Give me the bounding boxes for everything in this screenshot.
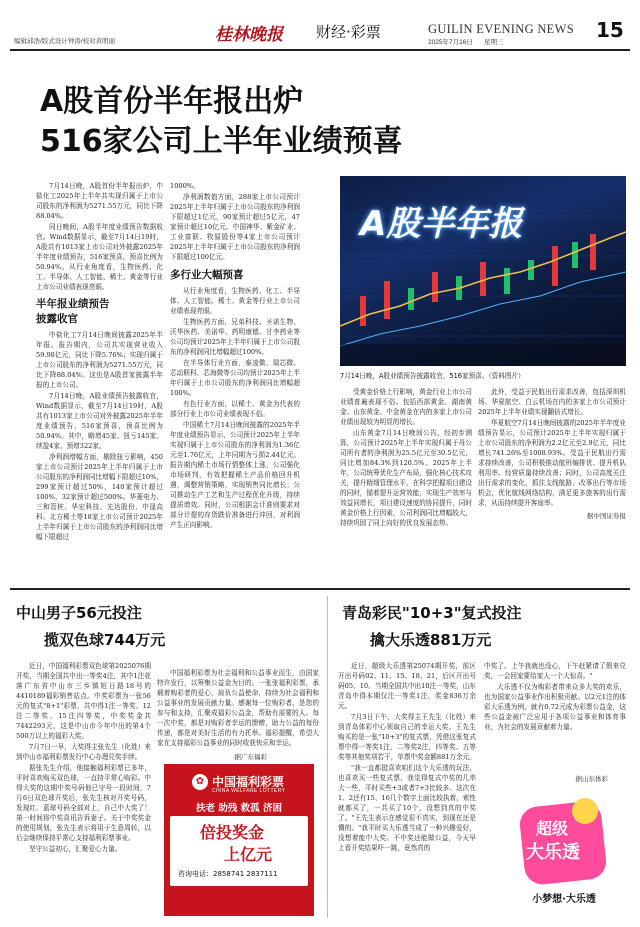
ad-brand-en: CHINA WELFARE LOTTERY: [212, 788, 286, 794]
lotto-badge-line1: 超级: [536, 819, 569, 838]
lotto-badge-accent: [572, 798, 598, 824]
paragraph: 中国稀土7月14日晚间披露的2025年半年度业绩预告显示，公司预计2025年上半年实现归属于上市公司股东的净利润为1.36亿元至1.76亿元，上年同期为亏损2.44亿元。报告期内稀土市场行情整体上涨，公司强化市场研判，有效把握稀土产品价格回升机遇，调整营销策略，实现销售同比增长；公司推动生产工艺和生产过程优化升级，持续提质增效。同时，公司根据会计准则要求对部分计提的存货跌价准备进行冲回，对利润产生正向影响。: [170, 421, 300, 529]
paragraph: 7月14日晚，A股业绩预告披露收官，Wind数据显示，截至7月14日19时，A股共有1013家上市公司对外披露2025年半年度业绩预告，516家预喜，预喜比例为50.94%。其中，略增45家、扭亏145家、续盈4家、预增322家。: [36, 392, 163, 450]
paragraph: 7月7日一早，大奖得主张先生（化姓）来到中山市福利彩票发行中心办理兑奖手续。: [16, 743, 151, 761]
paragraph: 同日晚间，A股半年度业绩预告数据收官。Wind数据显示，截至7月14日19时，A股共有1013家上市公司对外披露2025年半年度业绩预告，516家预喜，预喜比例为50.94%。从行业角度看，生物医药、化工、半导体、人工智能、稀土、黄金等行业上市公司业绩表现亮眼。: [36, 223, 163, 291]
paragraph: 1000%。: [170, 182, 200, 190]
main-column-4: [478, 387, 626, 580]
subheading: 多行业大幅预喜: [170, 269, 244, 281]
left-story-headline-line2: 揽双色球744万元: [44, 631, 166, 649]
right-story-headline-line1: 青岛彩民"10+3"复式投注: [342, 604, 522, 622]
paragraph: 净利润数值方面，288家上市公司预计2025年上半年归属于上市公司股东的净利润下限超过1亿元，90家预计超过5亿元，47家预计超过10亿元。中国神华、紫金矿业、工业富联、牧原股份等4家上市公司预计2025年上半年归属于上市公司股东的净利润下限超过100亿元。: [170, 193, 300, 261]
paragraph: 受黄金价格上行影响，黄金行业上市公司业绩普遍表现不俗。包括西部黄金、湖南黄金、山东黄金、中金黄金在内的多家上市公司业绩出现较为明显的增长。: [340, 388, 472, 426]
paragraph: 净利润增幅方面，剔除扭亏影响，450家上市公司预计2025年上半年归属于上市公司股东的净利润同比增幅下限超过10%，299家预计超过50%，140家预计超过100%，32家预计超过500%。华菱电力、三和管桩、华宏科技、先达股份、中晟高科、北方稀土等18家上市公司预计2025年上半年归属于上市公司股东的净利润同比增幅下限超过: [36, 453, 163, 541]
photo-caption: 7月14日晚，A股业绩预告披露收官，516家预喜。（资料图片）: [340, 372, 525, 380]
subheading: [36, 297, 163, 327]
editors-credit: 编辑邱浩/版式设计钟涛/校对黄明丽: [14, 38, 116, 45]
header-rule: [10, 49, 630, 51]
main-column-3: [340, 387, 472, 580]
right-story-column-2: [484, 661, 626, 783]
left-story-column-1: [16, 661, 151, 919]
main-headline-line1: A股首份半年报出炉: [40, 84, 304, 119]
subheading-line: 半年报业绩预告: [36, 298, 110, 310]
lotto-badge-line2: 大乐透: [526, 842, 580, 863]
lotto-tagline: 小梦想·大乐透: [532, 894, 596, 905]
issue-date: 2025年7月16日: [428, 39, 473, 46]
paragraph: 在半导体行业方面，泰凌微、瑞芯微、芯动联科、芯海微等公司均预计2025年上半年归属于上市公司股东的净利润同比增幅超100%。: [170, 359, 300, 397]
main-headline-line2: 516家公司上半年业绩预喜: [40, 124, 403, 159]
paragraph: 华夏航空7月14日晚间披露的2025年半年度业绩预告显示，公司预计2025年上半年实现归属于上市公司股东的净利润为2.2亿元至2.9亿元，同比增长741.26%至1008.93%。受益于民航出行需求持续改善，公司积极推动航班编排优、提升机队利用率、经营质量持续改善；同时，公司高度关注出行需求的变化，抓住支线航路、改事出行等市场机会，优化航线网络结构，满足更多旅客的出行需求，从而持续提升客座率。: [478, 419, 626, 507]
right-story-headline-line2: 擒大乐透881万元: [370, 631, 492, 649]
paragraph: 7月3日下午，大奖得主王先生（化姓）来到青岛体彩中心领取自己的幸运大奖。王先生购买的是一张"10+3"的复式票，凭借这张复式票中得一等奖1注，二等奖2注，四等奖、五等奖等其他奖项若干，单票中奖金额881万余元。: [338, 713, 476, 761]
paper-name: GUILIN EVENING NEWS: [428, 22, 574, 36]
paragraph: 坚守公益初心，汇聚爱心力量。: [29, 845, 122, 853]
ad-brand-cn: 中国福利彩票: [212, 775, 285, 789]
paragraph: 中国福利彩票为社会福利和公益事业而生，由国家特许发行，以筹集公益金为目的。一张张福利彩票，承载着购彩者的爱心，肩负公益使命，持续为社会福利和公益事业的发展贡献力量。感谢每一位购彩者，是您的参与和支持，汇聚成福彩公益金，帮助有需要的人。每一次中奖，都是对购彩者幸运的馈赠，助力公益的每份传递，都是对美好生活的有力托举。福彩提醒，希望大家在支持福彩公益事业的同时收获快乐和幸运。: [157, 669, 319, 747]
issue-weekday: 星期三: [484, 39, 504, 46]
subheading-line: 披露收官: [36, 313, 78, 325]
section-divider: [10, 588, 630, 590]
ad-logo-icon: ✿: [192, 774, 208, 790]
newspaper-logo: 桂林晚报: [215, 25, 283, 45]
ad-subheadline: 上亿元: [224, 845, 273, 864]
left-story-headline-line1: 中山男子56元投注: [16, 604, 142, 622]
source-credit: 据中国证券报: [587, 512, 626, 520]
super-lotto-logo: [514, 796, 614, 916]
paragraph: 近日，超级大乐透第25074期开奖，前区开出号码02、11、15、18、21，后区开出号码05、10。当期全国共中出10注一等奖，山东青岛中得本期仅注一等奖1注，奖金836万余元。: [338, 662, 476, 710]
source-credit: 据山东体彩: [575, 775, 608, 783]
story-divider: [327, 596, 328, 918]
paragraph: 生物医药方面，兄弟科技、圣诺生物、沃华医药、美诺华、药明康德、甘李药业等公司均预计2025年上半年归属于上市公司股东的净利润同比增幅超过100%。: [170, 318, 300, 356]
ad-slogan: 扶老 助残 救孤 济困: [196, 803, 282, 814]
main-photo: [340, 176, 626, 366]
paragraph: 7月14日晚，A股首份半年报出炉，中盐化工2025年上半年共实现归属于上市公司股东的净利润为5271.55万元，同比下降88.04%。: [36, 182, 163, 220]
paragraph: 据张先生介绍，他接触福利彩票已多年，平时喜欢购买双色球，一直持平常心购彩。中得大奖的这期中奖号码他已守号一段时间，7月6日双色球开奖后，张先生核对开奖号码，发现红、蓝球号码全部对上，自己中大奖了！第一时间将中奖喜讯告诉妻子。关于中奖奖金的使用规划，张先生表示将用于生意周转，以后会继续保持平常心支持福利彩票事业。: [16, 764, 151, 842]
paragraph: 中盐化工7月14日晚间披露2025年半年报。报告期内，公司共实现营业收入59.98亿元，同比下降5.76%；实现归属于上市公司股东的净利润为5271.55万元，同比下降88.04%。这也是A股首家披露半年报的上市公司。: [36, 331, 163, 389]
paragraph: 近日，中国福利彩票双色球第2025076期开奖，当期全国共中出一等奖4注，其中1注花落广东省中山市三乡镇旭日路18号的4410189福彩销售站点。中奖彩票为一张56元的复式"8+1"彩票，共中得1注一等奖、12注二等奖、15注四等奖，中奖奖金共7442293元，这是中山市今年中出的第4个500万以上的福彩大奖。: [16, 662, 151, 740]
paragraph: 有色行业方面，以稀土、黄金为代表的部分行业上市公司业绩表现不俗。: [170, 400, 300, 418]
welfare-lottery-ad: [164, 764, 314, 916]
main-column-1: [36, 181, 163, 580]
ad-headline: 倍投奖金: [200, 823, 265, 842]
ad-phone: 咨询电话：2858741 2837111: [178, 870, 278, 878]
main-column-2: [170, 181, 300, 580]
section-name: 财经·彩票: [316, 23, 381, 41]
page-number: 15: [596, 18, 624, 42]
paragraph: 山东黄金7月14日晚间公告，经初步测算，公司预计2025年上半年实现归属于母公司所有者的净利润为25.5亿元至30.5亿元，同比增加84.3%到120.5%。2025年上半年，公司统筹优化生产布局，强化核心技术攻关，提升精细管理水平，在科学把握项目建设的同时，锚着提升运营效能，实现生产效率与效益同增长，项目建设速度的协同提升，同时黄金价格上行因素，公司利润同比增幅较大，持续巩固了同上向好的优良发展态势。: [340, 429, 472, 527]
paragraph: 从行业角度看，生物医药、化工、半导体、人工智能、稀土、黄金等行业上市公司业绩表现亮眼。: [170, 287, 300, 315]
paragraph: 此外，受益于民航出行需求改善，包括深圳机场、华夏航空、白云机场在内的多家上市公司预计2025年上半年业绩实现翻倍式增长。: [478, 388, 626, 416]
photo-title: A股半年报: [360, 204, 523, 244]
paragraph: "我一直都挺喜欢咱们这个大乐透的玩法，也喜欢买一些复式票，我觉得复式中奖的几率大一些，平时买些+3或者7+3比较多。这次在1、2还有15、16几个数字上面比较执着，索性就都买了，一共买了10个，没想到真的中奖了。"王先生表示在感觉很不真实，到现在还是懵的。"我平时买大乐透当成了一种兴趣爱好，没想着能中大奖。不中奖还能做公益，今天早上看开奖结果吓一跳，竟然真的: [338, 764, 476, 852]
source-credit: 据广东福彩: [234, 753, 267, 761]
paragraph: 中奖了。上午我就也没心，下午赶紧请了假来兑奖，一会回家要给家人一个大惊喜。": [484, 662, 626, 680]
paragraph: 大乐透不仅为购彩者带来众多大奖的欢乐，也为国家公益事业作出积极贡献。以2元1注的体彩大乐透为例，就有0.72元成为彩票公益金，这些公益金被广泛应用于各项公益事业和体育事业，为社会的发展贡献着力量。: [484, 683, 626, 731]
right-story-column-1: [338, 661, 476, 919]
